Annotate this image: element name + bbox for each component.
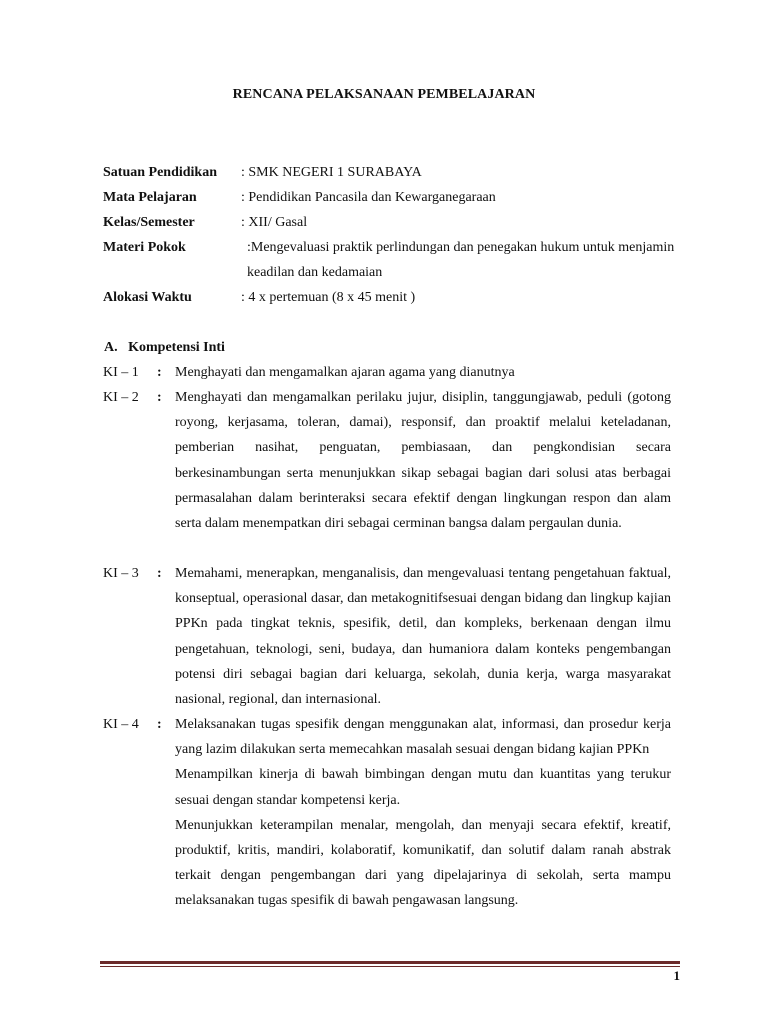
ki-colon: : xyxy=(157,365,162,380)
section-heading-kompetensi-inti: A. Kompetensi Inti xyxy=(104,340,225,355)
identity-label: Kelas/Semester xyxy=(103,215,195,230)
footer-divider-thin xyxy=(100,966,680,967)
identity-row-materi xyxy=(103,235,683,285)
ki-colon: : xyxy=(157,566,162,581)
ki-text xyxy=(175,360,671,385)
identity-label: Satuan Pendidikan xyxy=(103,165,217,180)
identity-row-mapel xyxy=(103,185,683,210)
identity-value: :Mengevaluasi praktik perlindungan dan penegakan hukum untuk menjamin keadilan dan kedamaian xyxy=(247,240,675,280)
identity-row-alokasi xyxy=(103,285,683,310)
footer-divider-thick xyxy=(100,961,680,964)
ki-text xyxy=(175,561,671,712)
ki-paragraph: Menunjukkan keterampilan menalar, mengolah, dan menyaji secara efektif, kreatif, produktif, kritis, mandiri, kolaboratif, komunikatif, dan solutif dalam ranah abstrak terkait dengan pengembangan dari yang dipelajarinya di sekolah, serta mampu melaksanakan tugas spesifik di bawah pengawasan langsung. xyxy=(175,817,671,909)
ki-code: KI – 3 xyxy=(103,566,139,581)
ki-paragraph: Menghayati dan mengamalkan perilaku jujur, disiplin, tanggungjawab, peduli (gotong royong, kerjasama, toleran, damai), responsif, dan proaktif melalui keteladanan, pemberian nasihat, penguatan, pembiasaan, dan pengkondisian secara berkesinambungan serta menunjukkan sikap sebagai bagian dari solusi atas berbagai permasalahan dalam berinteraksi secara efektif dengan lingkungan respon dan alam serta dalam menempatkan diri sebagai cerminan bangsa dalam pergaulan dunia. xyxy=(175,390,671,532)
identity-value: : XII/ Gasal xyxy=(241,215,308,230)
identity-row-kelas xyxy=(103,210,683,235)
identity-value: : 4 x pertemuan (8 x 45 menit ) xyxy=(241,290,416,305)
identity-row-satuan xyxy=(103,160,683,185)
identity-value: : SMK NEGERI 1 SURABAYA xyxy=(241,165,422,180)
ki-paragraph: Menampilkan kinerja di bawah bimbingan dengan mutu dan kuantitas yang terukur sesuai dengan standar kompetensi kerja. xyxy=(175,767,671,808)
ki-text xyxy=(175,712,671,914)
ki-colon: : xyxy=(157,390,162,405)
ki-paragraph: Memahami, menerapkan, menganalisis, dan mengevaluasi tentang pengetahuan faktual, konseptual, operasional dasar, dan metakognitifsesuai dengan bidang dan lingkup kajian PPKn pada tingkat teknis, spesifik, detil, dan kompleks, berkenaan dengan ilmu pengetahuan, teknologi, seni, budaya, dan humaniora dalam konteks pengembangan potensi diri sebagai bagian dari keluarga, sekolah, dunia kerja, warga masyarakat nasional, regional, dan internasional. xyxy=(175,566,671,708)
identity-label: Mata Pelajaran xyxy=(103,190,197,205)
page-number: 1 xyxy=(673,968,680,983)
identity-table xyxy=(103,160,683,310)
ki-colon: : xyxy=(157,717,162,732)
ki-code: KI – 4 xyxy=(103,717,139,732)
ki-code: KI – 2 xyxy=(103,390,139,405)
identity-label: Alokasi Waktu xyxy=(103,290,192,305)
document-title: RENCANA PELAKSANAAN PEMBELAJARAN xyxy=(232,87,536,102)
ki-code: KI – 1 xyxy=(103,365,139,380)
ki-paragraph: Melaksanakan tugas spesifik dengan menggunakan alat, informasi, dan prosedur kerja yang lazim dilakukan serta memecahkan masalah sesuai dengan bidang kajian PPKn xyxy=(175,717,671,758)
ki-paragraph: Menghayati dan mengamalkan ajaran agama yang dianutnya xyxy=(175,365,515,380)
identity-label: Materi Pokok xyxy=(103,240,186,255)
identity-value: : Pendidikan Pancasila dan Kewarganegaraan xyxy=(241,190,496,205)
ki-text xyxy=(175,385,671,536)
